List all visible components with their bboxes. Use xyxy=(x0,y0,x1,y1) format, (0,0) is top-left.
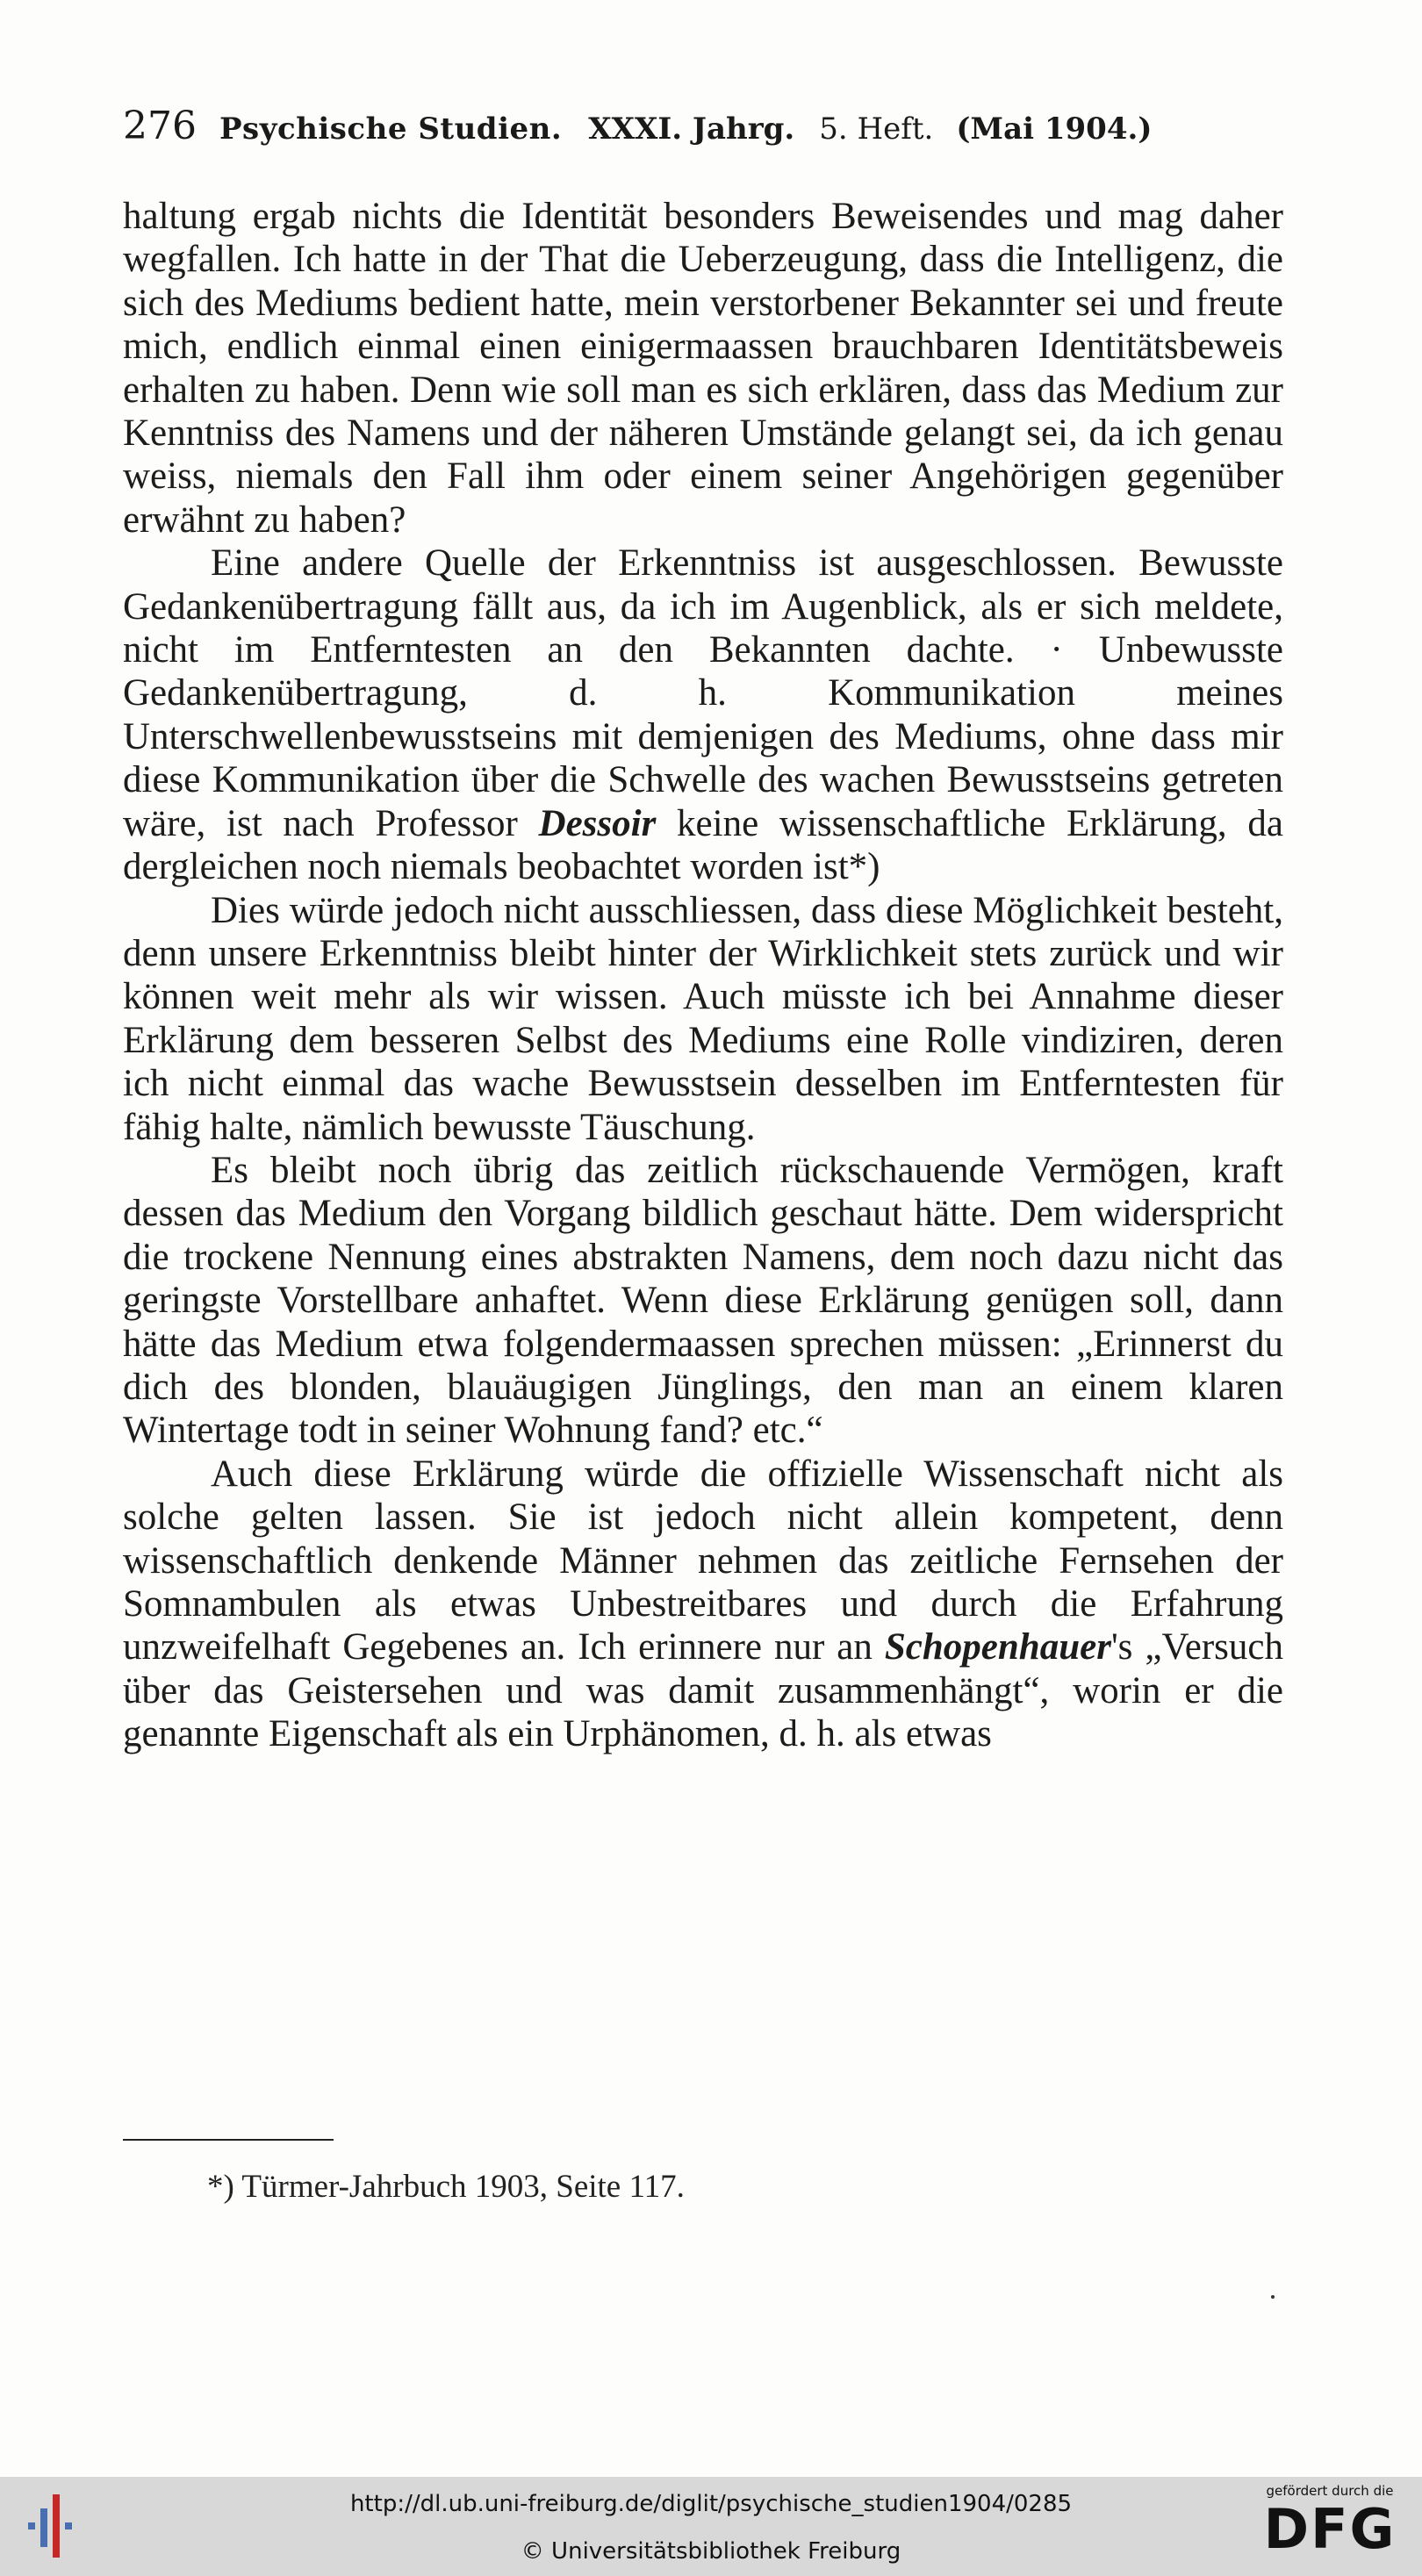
paragraph-5-text-a: Auch diese Erklärung würde die offizielle Wissenschaft nicht als solche gelten lassen. Sie ist jedoch nicht allein kompetent, denn wissenschaftlich denkende Männer nehmen das zeitliche Fernsehen der Somnambulen als etwas Unbestreitbares und durch die Erfahrung unzweifelhaft Gegebenes an. Ich erinnere nur an xyxy=(123,1453,1283,1668)
volume-label: XXXI. Jahrg. xyxy=(588,111,795,147)
body-text xyxy=(123,195,1283,1756)
paragraph-2-text-a: Eine andere Quelle der Erkenntniss ist ausgeschlossen. Bewusste Gedankenübertragung fällt aus, da ich im Augenblick, als er sich meldete, nicht im Entferntesten an den Bekannten dachte. · Unbewusste Gedankenübertragung, d. h. Kommunikation meines Unterschwellenbewusstseins mit demjenigen des Mediums, ohne dass mir diese Kommunikation über die Schwelle des wachen Bewusstseins getreten wäre, ist nach Professor xyxy=(123,542,1283,844)
author-name-schopenhauer: Schopenhauer xyxy=(884,1626,1111,1668)
running-head xyxy=(123,104,1290,153)
paragraph-1: haltung ergab nichts die Identität besonders Beweisendes und mag daher wegfallen. Ich hatte in der That die Ueberzeugung, dass die Intelligenz, die sich des Mediums bedient hatte, mein verstorbener Bekannter sei und freute mich, endlich einmal einen einigermaassen brauchbaren Identitätsbeweis erhalten zu haben. Denn wie soll man es sich erklären, dass das Medium zur Kenntniss des Namens und der näheren Umstände gelangt sei, da ich genau weiss, niemals den Fall ihm oder einem seiner Angehörigen gegenüber erwähnt zu haben? xyxy=(123,196,1283,541)
journal-title: Psychische Studien. xyxy=(219,111,563,147)
footnote: *) Türmer-Jahrbuch 1903, Seite 117. xyxy=(207,2169,685,2205)
paragraph-3: Dies würde jedoch nicht ausschliessen, dass diese Möglichkeit besteht, denn unsere Erkenntniss bleibt hinter der Wirklichkeit stets zurück und wir können weit mehr als wir wissen. Auch müsste ich bei Annahme dieser Erklärung dem besseren Selbst des Mediums eine Rolle vindiziren, deren ich nicht einmal das wache Bewusstsein desselben im Entferntesten für fähig halte, nämlich bewusste Täuschung. xyxy=(123,889,1283,1148)
print-speck xyxy=(1271,2295,1275,2299)
dfg-funding-note: gefördert durch die xyxy=(1266,2483,1394,2499)
dfg-logo: DFG xyxy=(1263,2497,1397,2561)
page-number: 276 xyxy=(123,104,197,148)
footnote-rule xyxy=(123,2139,334,2141)
paragraph-4: Es bleibt noch übrig das zeitlich rückschauende Vermögen, kraft dessen das Medium den Vorgang bildlich geschaut hätte. Dem widerspricht die trockene Nennung eines abstrakten Namens, dem noch dazu nicht das geringste Vorstellbare anhaftet. Wenn diese Erklärung genügen soll, dann hätte das Medium etwa folgendermaassen sprechen müssen: „Erinnerst du dich des blonden, blauäugigen Jünglings, den man an einem klaren Wintertage todt in seiner Wohnung fand? etc.“ xyxy=(123,1149,1283,1452)
source-url-link[interactable]: http://dl.ub.uni-freiburg.de/diglit/psychische_studien1904/0285 xyxy=(349,2491,1073,2517)
copyright-notice: © Universitätsbibliothek Freiburg xyxy=(521,2538,901,2565)
dfg-badge xyxy=(1251,2483,1409,2571)
author-name-dessoir: Dessoir xyxy=(538,802,657,844)
paragraph-5-text-b: 's „Versuch über das Geistersehen und was damit zusammenhängt“, worin er die genannte Eigenschaft als ein Urphänomen, d. h. als etwas xyxy=(123,1626,1283,1755)
paragraph-2 xyxy=(123,542,1283,888)
paragraph-2-text-b: keine wissenschaftliche Erklärung, da dergleichen noch niemals beobachtet worden ist*) xyxy=(123,802,1283,888)
issue-label: 5. Heft. xyxy=(819,111,934,147)
paragraph-5 xyxy=(123,1453,1283,1756)
issue-date: (Mai 1904.) xyxy=(956,111,1153,147)
